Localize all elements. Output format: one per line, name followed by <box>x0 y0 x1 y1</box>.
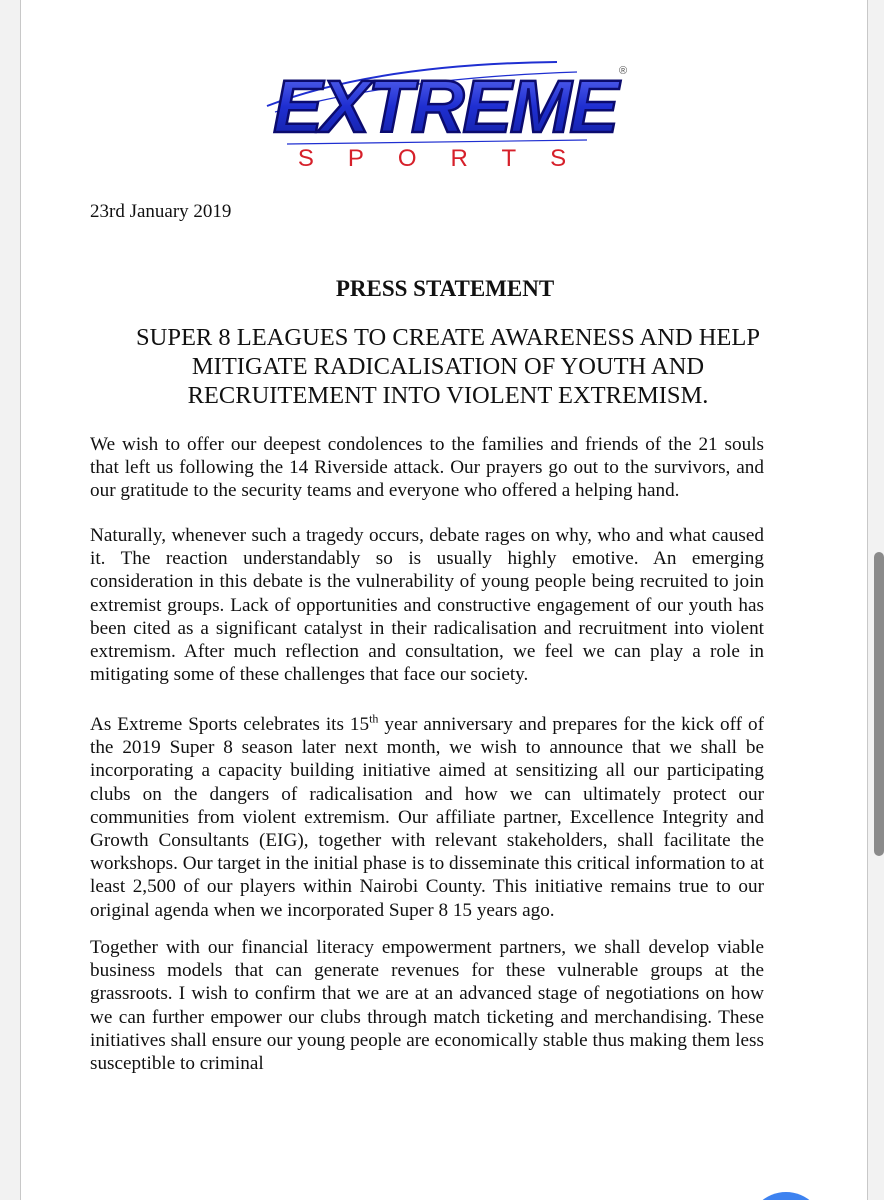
page-title: PRESS STATEMENT <box>335 276 555 301</box>
headline <box>61 323 835 410</box>
registered-mark: ® <box>619 65 628 77</box>
logo-brand-text: EXTREME <box>273 65 617 148</box>
document-page <box>20 0 868 1200</box>
headline-line: RECRUITEMENT INTO VIOLENT EXTREMISM. <box>187 382 709 409</box>
logo-graphic <box>257 44 633 172</box>
paragraph-initiative-start: As Extreme Sports celebrates its 15 <box>90 714 370 735</box>
headline-line: MITIGATE RADICALISATION OF YOUTH AND <box>191 353 705 380</box>
ordinal-suffix: th <box>369 711 379 726</box>
paragraph-initiative <box>90 713 764 922</box>
paragraph-partners: Together with our financial literacy empowerment partners, we shall develop viable business models that can generate revenues for these vulnerable groups at the grassroots. I wish to confirm that we are at an advanced stage of negotiations on how we can further empower our clubs through match ticketing and merchandising. These initiatives shall ensure our young people are economically stable thus making them less susceptible to criminal <box>90 937 764 1075</box>
scrollbar-thumb[interactable] <box>874 552 884 856</box>
logo-sub-text: SPORTS <box>297 145 601 172</box>
paragraph-initiative-rest: year anniversary and prepares for the kick off of the 2019 Super 8 season later next month, we wish to announce that we shall be incorporating a capacity building initiative aimed at sensitizing all our participating clubs on the dangers of radicalisation and how we can ultimately protect our communities from violent extremism. Our affiliate partner, Excellence Integrity and Growth Consultants (EIG), together with relevant stakeholders, shall facilitate the workshops. Our target in the initial phase is to disseminate this critical information to at least 2,500 of our players within Nairobi County. This initiative remains true to our original agenda when we incorporated Super 8 15 years ago. <box>90 714 764 921</box>
statement-date: 23rd January 2019 <box>90 201 232 222</box>
headline-line: SUPER 8 LEAGUES TO CREATE AWARENESS AND HELP <box>136 324 760 351</box>
paragraph-debate: Naturally, whenever such a tragedy occurs, debate rages on why, who and what caused it. The reaction understandably so is usually highly emotive. An emerging consideration in this debate is the vulnerability of young people being recruited to join extremist groups. Lack of opportunities and constructive engagement of our youth has been cited as a significant catalyst in their radicalisation and recruitment into violent extremism. After much reflection and consultation, we feel we can play a role in mitigating some of these challenges that face our society. <box>90 525 764 686</box>
extreme-sports-logo <box>257 44 633 172</box>
paragraph-condolences: We wish to offer our deepest condolences to the families and friends of the 21 souls that left us following the 14 Riverside attack. Our prayers go out to the survivors, and our gratitude to the security teams and everyone who offered a helping hand. <box>90 434 764 502</box>
